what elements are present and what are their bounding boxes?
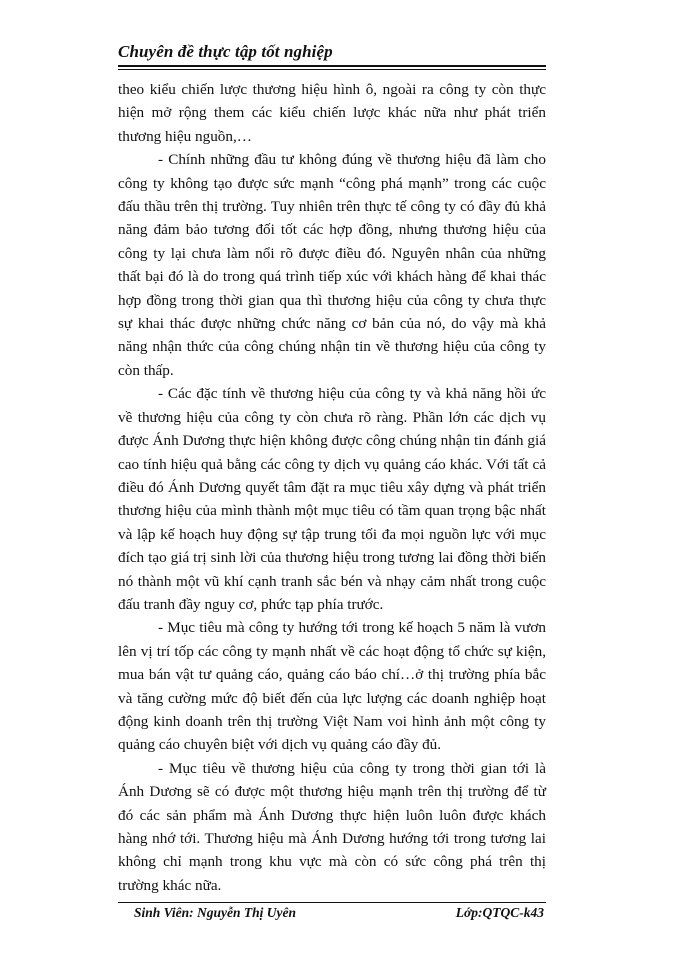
- student-name: Sinh Viên: Nguyễn Thị Uyên: [134, 905, 297, 920]
- page-footer: [118, 900, 546, 930]
- page-header: [118, 38, 654, 68]
- footer-rule: [118, 902, 546, 903]
- paragraph: - Mục tiêu về thương hiệu của công ty trong thời gian tới là Ánh Dương sẽ có được một thương hiệu mạnh trên thị trường để từ đó các sản phẩm mà Ánh Dương thực hiện luôn luôn được khách hàng nhớ tới. Thương hiệu mà Ánh Dương hướng tới trong tương lai không chỉ mạnh trong khu vực mà còn có sức công phá trên thị trường khác nữa.: [118, 759, 546, 894]
- class-code: Lớp:QTQC-k43: [455, 905, 544, 920]
- header-rule-secondary: [118, 69, 546, 70]
- paragraph: - Mục tiêu mà công ty hướng tới trong kế hoạch 5 năm là vươn lên vị trí tốp các công ty mạnh nhất về các hoạt động tổ chức sự kiện, mua bán vật tư quảng cáo, quảng cáo báo chí…ở thị trường phía bắc và tăng cường mức độ biết đến của lực lượng các doanh nghiệp hoạt động kinh doanh trên thị trường Việt Nam voi hình ảnh một công ty quảng cáo chuyên biệt với dịch vụ quảng cáo đầy đủ.: [118, 619, 546, 754]
- body-text: [118, 78, 546, 897]
- paragraph: theo kiểu chiến lược thương hiệu hình ô, ngoài ra công ty còn thực hiện mở rộng them các kiểu chiến lược khác nữa như phát triển thương hiệu nguồn,…: [118, 81, 546, 145]
- paragraph: - Các đặc tính về thương hiệu của công ty và khả năng hồi ức về thương hiệu của công ty còn chưa rõ ràng. Phần lớn các dịch vụ được Ánh Dương thực hiện không được công chúng nhận tin đánh giá cao tính hiệu quả bằng các công ty dịch vụ quảng cáo khác. Với tất cả điều đó Ánh Dương quyết tâm đặt ra mục tiêu xây dựng và phát triển thương hiệu của mình thành một mục tiêu có tầm quan trọng bậc nhất và lập kế hoạch huy động sự tập trung tối đa mọi nguồn lực với mục đích tạo giá trị sinh lời của thương hiệu trong tương lai đồng thời biến nó thành một vũ khí cạnh tranh sắc bén và nhạy cảm nhất trong cuộc đấu tranh đầy nguy cơ, phức tạp phía trước.: [118, 385, 546, 613]
- paragraph: - Chính những đầu tư không đúng về thương hiệu đã làm cho công ty không tạo được sức mạnh “công phá mạnh” trong các cuộc đấu thầu trên thị trường. Tuy nhiên trên thực tế công ty có đầy đủ khả năng đảm bảo tương đối tốt các hợp đồng, nhưng thương hiệu của công ty lại chưa làm nổi rõ được điều đó. Nguyên nhân của những thất bại đó là do trong quá trình tiếp xúc với khách hàng để khai thác hợp đồng trong thời gian qua thì thương hiệu của công ty chưa thực sự khai thác được những chức năng cơ bản của nó, do vậy mà khả năng nhận thức của công chúng nhận tin về thương hiệu của công ty còn thấp.: [118, 151, 546, 379]
- header-rule: [118, 65, 546, 67]
- document-title: Chuyên đề thực tập tốt nghiệp: [118, 42, 333, 61]
